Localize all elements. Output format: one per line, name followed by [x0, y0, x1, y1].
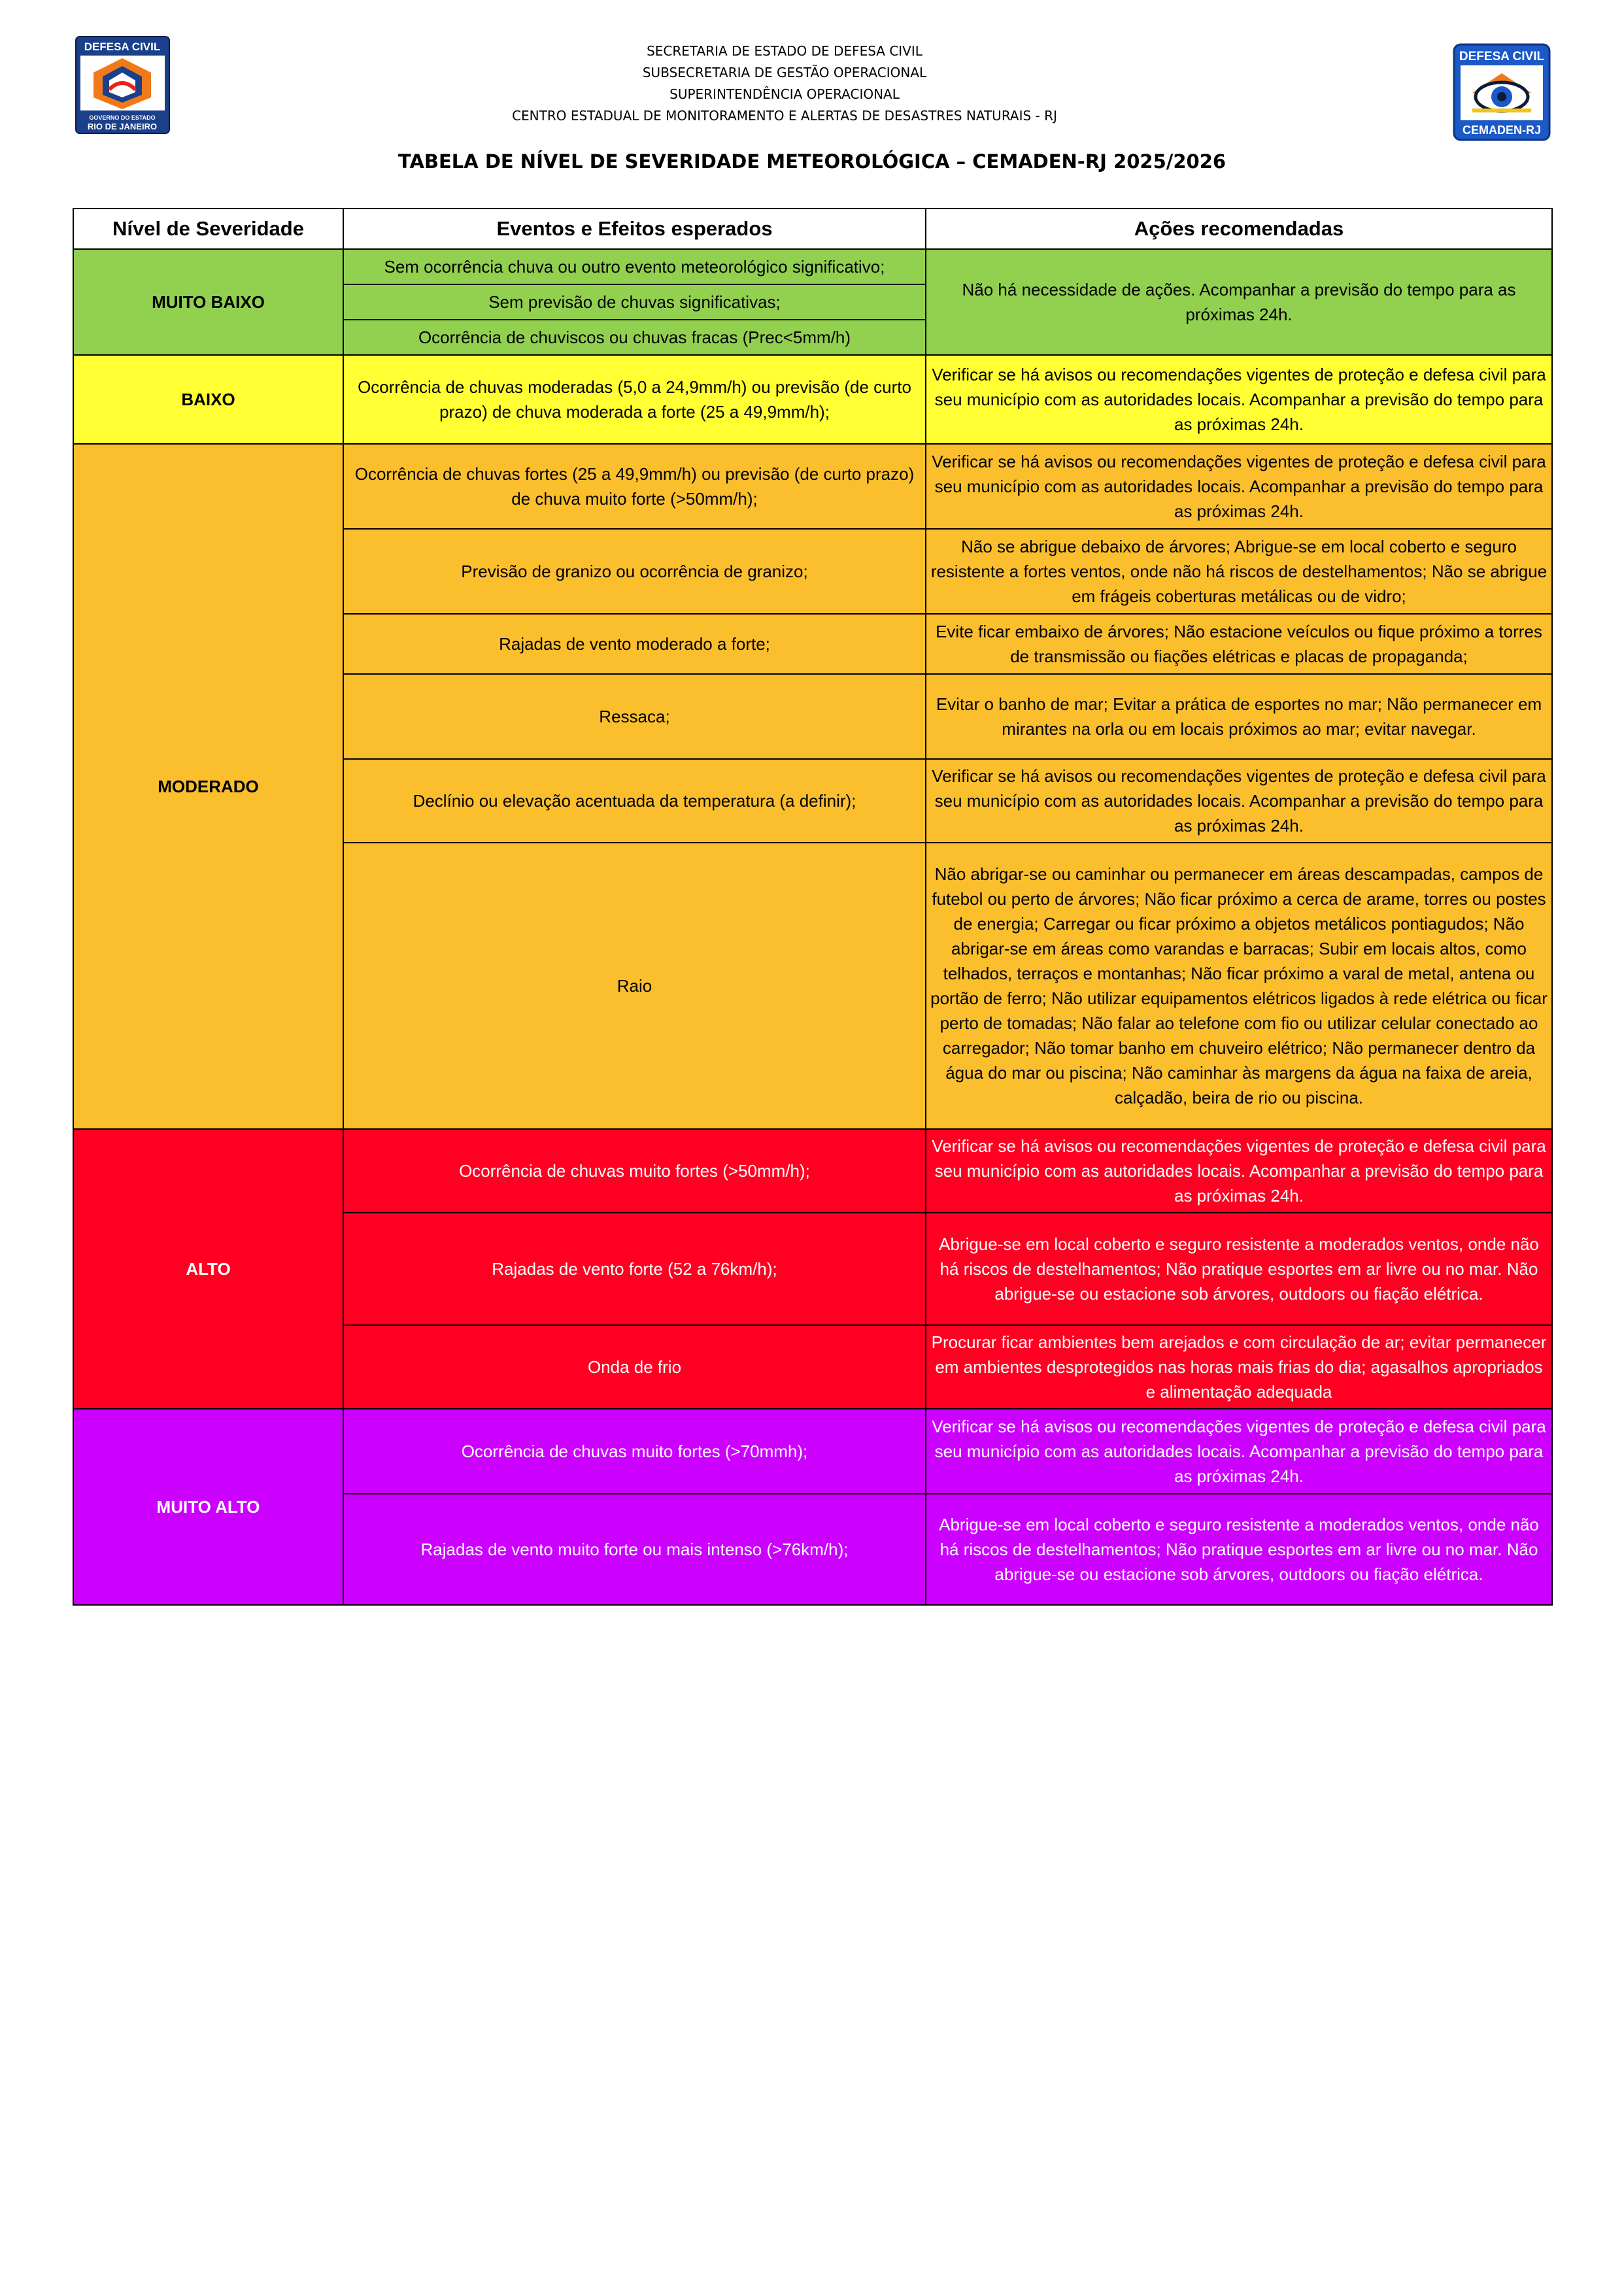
event-cell: Rajadas de vento moderado a forte; — [343, 614, 926, 674]
action-cell: Evitar o banho de mar; Evitar a prática de esportes no mar; Não permanecer em mirantes na orla ou em locais próximos ao mar; evitar navegar. — [926, 674, 1552, 759]
level-moderado: MODERADO — [73, 444, 343, 1129]
event-cell: Ocorrência de chuvas muito fortes (>70mmh); — [343, 1409, 926, 1494]
action-cell: Verificar se há avisos ou recomendações vigentes de proteção e defesa civil para seu município com as autoridades locais. Acompanhar a previsão do tempo para as próximas 24h. — [926, 355, 1552, 444]
document-header — [392, 41, 1177, 127]
action-cell: Verificar se há avisos ou recomendações vigentes de proteção e defesa civil para seu município com as autoridades locais. Acompanhar a previsão do tempo para as próximas 24h. — [926, 1409, 1552, 1494]
action-cell: Não há necessidade de ações. Acompanhar a previsão do tempo para as próximas 24h. — [926, 249, 1552, 355]
logo-right-top-text: DEFESA CIVIL — [1459, 50, 1545, 63]
page-title: TABELA DE NÍVEL DE SEVERIDADE METEOROLÓGICA – CEMADEN-RJ 2025/2026 — [398, 150, 1226, 173]
action-cell: Abrigue-se em local coberto e seguro resistente a moderados ventos, onde não há riscos de destelhamentos; Não pratique esportes em ar livre ou no mar. Não abrigue-se ou estacione sob árvores, outdoors ou fiação elétrica. — [926, 1494, 1552, 1605]
event-cell: Sem previsão de chuvas significativas; — [343, 284, 926, 320]
event-cell: Ocorrência de chuvas fortes (25 a 49,9mm/h) ou previsão (de curto prazo) de chuva muito forte (>50mm/h); — [343, 444, 926, 529]
header-line-secretaria: SECRETARIA DE ESTADO DE DEFESA CIVIL — [647, 43, 922, 59]
cemaden-rj-logo — [1453, 43, 1551, 141]
level-muito-baixo: MUITO BAIXO — [73, 249, 343, 355]
event-cell: Ocorrência de chuvas muito fortes (>50mm/h); — [343, 1129, 926, 1213]
event-cell: Sem ocorrência chuva ou outro evento meteorológico significativo; — [343, 249, 926, 284]
header-line-centro: CENTRO ESTADUAL DE MONITORAMENTO E ALERTAS DE DESASTRES NATURAIS - RJ — [512, 108, 1057, 124]
action-cell: Abrigue-se em local coberto e seguro resistente a moderados ventos, onde não há riscos de destelhamentos; Não pratique esportes em ar livre ou no mar. Não abrigue-se ou estacione sob árvores, outdoors ou fiação elétrica. — [926, 1213, 1552, 1325]
column-header-level: Nível de Severidade — [73, 209, 343, 249]
level-baixo: BAIXO — [73, 355, 343, 444]
table-row — [73, 1409, 1552, 1494]
action-cell: Não se abrigue debaixo de árvores; Abrigue-se em local coberto e seguro resistente a fortes ventos, onde não há riscos de destelhamentos; Não se abrigue em frágeis coberturas metálicas ou de vidro; — [926, 529, 1552, 614]
event-cell: Ressaca; — [343, 674, 926, 759]
header-line-subsecretaria: SUBSECRETARIA DE GESTÃO OPERACIONAL — [642, 65, 927, 80]
table-header-row — [73, 209, 1552, 249]
logo-left-bottom-line2: RIO DE JANEIRO — [87, 122, 158, 131]
table-row — [73, 355, 1552, 444]
action-cell: Verificar se há avisos ou recomendações vigentes de proteção e defesa civil para seu município com as autoridades locais. Acompanhar a previsão do tempo para as próximas 24h. — [926, 444, 1552, 529]
logo-left-bottom-line1: GOVERNO DO ESTADO — [89, 114, 156, 121]
table-row — [73, 249, 1552, 284]
table-row — [73, 1129, 1552, 1213]
action-cell: Verificar se há avisos ou recomendações vigentes de proteção e defesa civil para seu município com as autoridades locais. Acompanhar a previsão do tempo para as próximas 24h. — [926, 1129, 1552, 1213]
action-cell: Não abrigar-se ou caminhar ou permanecer em áreas descampadas, campos de futebol ou perto de árvores; Não ficar próximo a cerca de arame, torres ou postes de energia; Carregar ou ficar próximo a objetos metálicos pontiagudos; Não abrigar-se em áreas como varandas e barracas; Subir em locais altos, como telhados, terraços e montanhas; Não ficar próximo a varal de metal, antena ou portão de ferro; Não utilizar equipamentos elétricos ligados à rede elétrica ou ficar perto de tomadas; Não falar ao telefone com fio ou utilizar celular conectado ao carregador; Não tomar banho em chuveiro elétrico; Não permanecer dentro da água do mar ou piscina; Não caminhar às margens da água na faixa de areia, calçadão, beira de rio ou piscina. — [926, 843, 1552, 1129]
column-header-events: Eventos e Efeitos esperados — [343, 209, 926, 249]
event-cell: Ocorrência de chuvas moderadas (5,0 a 24,9mm/h) ou previsão (de curto prazo) de chuva moderada a forte (25 a 49,9mm/h); — [343, 355, 926, 444]
level-muito-alto: MUITO ALTO — [73, 1409, 343, 1605]
event-cell: Rajadas de vento muito forte ou mais intenso (>76km/h); — [343, 1494, 926, 1605]
event-cell: Onda de frio — [343, 1325, 926, 1409]
level-alto: ALTO — [73, 1129, 343, 1409]
table-row — [73, 444, 1552, 529]
severity-table — [73, 208, 1553, 1606]
defesa-civil-rj-logo — [75, 36, 170, 134]
action-cell: Evite ficar embaixo de árvores; Não estacione veículos ou fique próximo a torres de transmissão ou fiações elétricas e placas de propaganda; — [926, 614, 1552, 674]
event-cell: Previsão de granizo ou ocorrência de granizo; — [343, 529, 926, 614]
event-cell: Ocorrência de chuviscos ou chuvas fracas (Prec<5mm/h) — [343, 320, 926, 355]
header-line-superintendencia: SUPERINTENDÊNCIA OPERACIONAL — [669, 86, 900, 102]
action-cell: Procurar ficar ambientes bem arejados e com circulação de ar; evitar permanecer em ambientes desprotegidos nas horas mais frias do dia; agasalhos apropriados e alimentação adequada — [926, 1325, 1552, 1409]
column-header-actions: Ações recomendadas — [926, 209, 1552, 249]
event-cell: Raio — [343, 843, 926, 1129]
event-cell: Declínio ou elevação acentuada da temperatura (a definir); — [343, 759, 926, 843]
action-cell: Verificar se há avisos ou recomendações vigentes de proteção e defesa civil para seu município com as autoridades locais. Acompanhar a previsão do tempo para as próximas 24h. — [926, 759, 1552, 843]
logo-right-bottom-text: CEMADEN-RJ — [1462, 124, 1542, 137]
event-cell: Rajadas de vento forte (52 a 76km/h); — [343, 1213, 926, 1325]
logo-left-top-text: DEFESA CIVIL — [84, 41, 161, 53]
